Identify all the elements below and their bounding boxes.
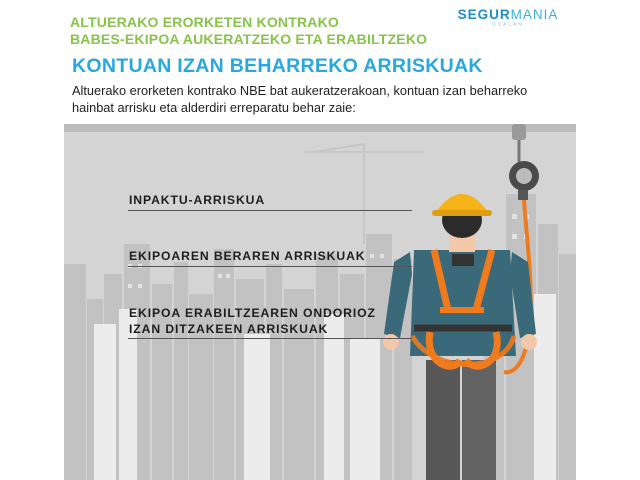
brand-logo-text — [454, 7, 562, 22]
header-subtitle — [70, 14, 427, 48]
city-worker-illustration — [64, 124, 576, 480]
header-subtitle-line2: BABES-EKIPOA AUKERATZEKO ETA ERABILTZEKO — [70, 31, 428, 47]
intro-text: Altuerako erorketen kontrako NBE bat aukeratzerakoan, kontuan izan beharreko hainbat arrisku eta alderdiri erreparatu behar zaie: — [72, 83, 528, 115]
illustration-scene — [64, 124, 576, 480]
crane — [304, 144, 424, 244]
page-title: KONTUAN IZAN BEHARREKO ARRISKUAK — [72, 55, 483, 77]
risk-item-1: INPAKTU-ARRISKUA — [129, 193, 266, 207]
top-beam — [64, 124, 576, 132]
brand-logo-sub: OSALAN — [491, 22, 525, 28]
risk-divider-1 — [128, 210, 412, 211]
brand-logo[interactable] — [454, 0, 562, 38]
risk-divider-3 — [128, 338, 412, 339]
risk-item-3: EKIPOA ERABILTZEAREN ONDORIOZ IZAN DITZAKEEN ARRISKUAK — [129, 306, 376, 336]
risk-item-2: EKIPOAREN BERAREN ARRISKUAK — [129, 249, 366, 263]
risk-divider-2 — [128, 266, 412, 267]
header-subtitle-line1: ALTUERAKO ERORKETEN KONTRAKO — [70, 14, 340, 30]
brand-logo-bold: SEGUR — [457, 7, 511, 22]
brand-logo-light: MANIA — [510, 7, 559, 22]
